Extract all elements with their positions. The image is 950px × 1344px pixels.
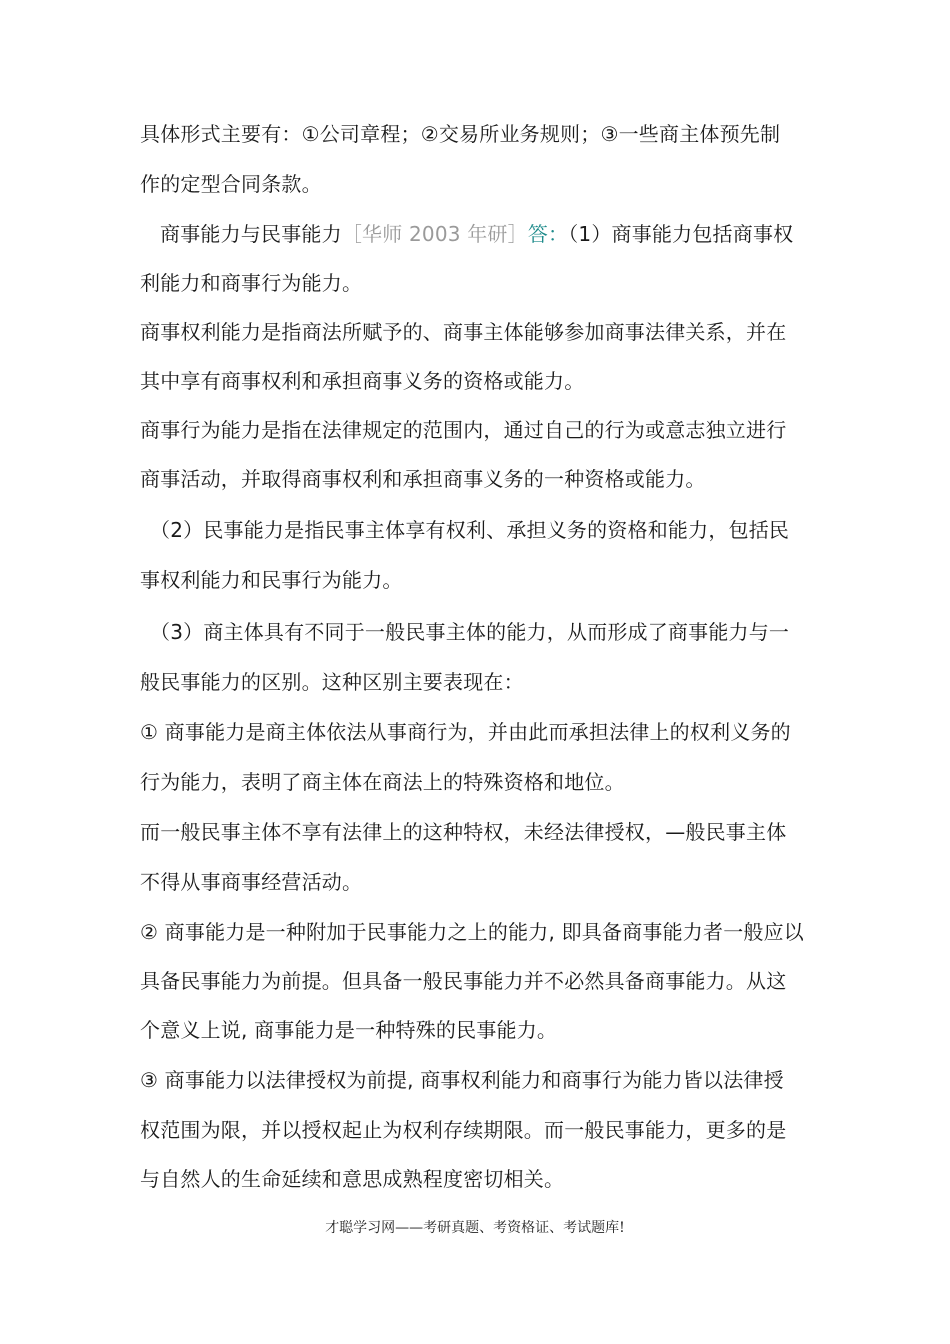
paragraph-line: 商事行为能力是指在法律规定的范围内，通过自己的行为或意志独立进行 <box>140 418 787 442</box>
paragraph-line: （3）商主体具有不同于一般民事主体的能力，从而形成了商事能力与一 <box>150 620 790 644</box>
paragraph-line: ② 商事能力是一种附加于民事能力之上的能力, 即具备商事能力者一般应以 <box>140 920 805 944</box>
term-heading <box>160 220 840 248</box>
paragraph-line: 事权利能力和民事行为能力。 <box>140 568 403 592</box>
term-title: 商事能力与民事能力 <box>160 222 342 246</box>
paragraph-line: 商事活动，并取得商事权利和承担商事义务的一种资格或能力。 <box>140 467 706 491</box>
paragraph-line: 利能力和商事行为能力。 <box>140 271 363 295</box>
paragraph-line: 而一般民事主体不享有法律上的这种特权，未经法律授权，—般民事主体 <box>140 820 787 844</box>
paragraph-line: ③ 商事能力以法律授权为前提, 商事权利能力和商事行为能力皆以法律授 <box>140 1068 784 1092</box>
paragraph-line: 商事权利能力是指商法所赋予的、商事主体能够参加商事法律关系，并在 <box>140 320 787 344</box>
paragraph-line: 权范围为限，并以授权起止为权利存续期限。而一般民事能力，更多的是 <box>140 1118 787 1142</box>
paragraph-line: 不得从事商事经营活动。 <box>140 870 363 894</box>
paragraph-line: 个意义上说, 商事能力是一种特殊的民事能力。 <box>140 1018 558 1042</box>
paragraph-line: ① 商事能力是商主体依法从事商行为，并由此而承担法律上的权利义务的 <box>140 720 791 744</box>
paragraph-line: 具体形式主要有：①公司章程；②交易所业务规则；③一些商主体预先制 <box>140 122 781 146</box>
paragraph-line: 行为能力，表明了商主体在商法上的特殊资格和地位。 <box>140 770 625 794</box>
term-source: ［华师 2003 年研］ <box>341 222 528 246</box>
paragraph-line: （2）民事能力是指民事主体享有权利、承担义务的资格和能力，包括民 <box>150 518 790 542</box>
paragraph-line: 具备民事能力为前提。但具备一般民事能力并不必然具备商事能力。从这 <box>140 969 787 993</box>
paragraph-line: 其中享有商事权利和承担商事义务的资格或能力。 <box>140 369 585 393</box>
page-footer: 才聪学习网——考研真题、考资格证、考试题库! <box>325 1220 625 1236</box>
paragraph-line: 与自然人的生命延续和意思成熟程度密切相关。 <box>140 1167 565 1191</box>
answer-label: 答： <box>527 222 569 246</box>
paragraph-line: 作的定型合同条款。 <box>140 172 322 196</box>
paragraph-line: 般民事能力的区别。这种区别主要表现在： <box>140 670 524 694</box>
answer-start: （1）商事能力包括商事权 <box>568 222 794 246</box>
